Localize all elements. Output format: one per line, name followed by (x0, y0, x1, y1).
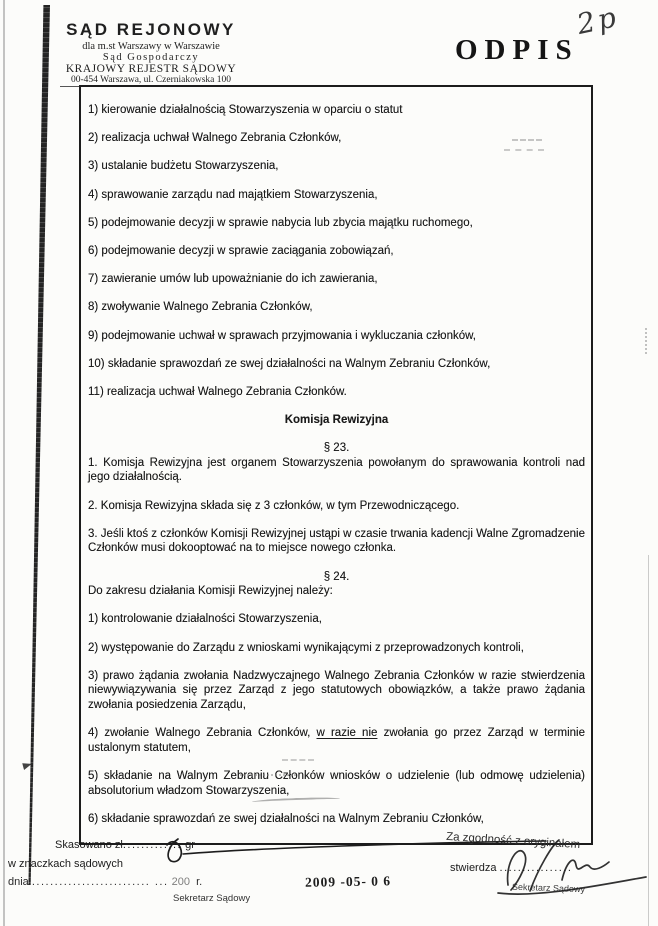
zarzad-item-11: 11) realizacja uchwał Walnego Zebrania Członków. (88, 385, 347, 398)
date-line (8, 876, 202, 888)
fee-amount-dotted-field: ............. (122, 839, 183, 851)
komisja-item-4-underlined: w razie nie (316, 727, 378, 740)
handwritten-signature (478, 833, 653, 899)
komisja-item-4-pre: 4) zwołanie Walnego Zebrania Członków, (88, 727, 311, 740)
pencil-smudge (512, 139, 542, 141)
pencil-smudge (504, 149, 544, 151)
paragraph-24-title: § 24. (323, 570, 350, 583)
paragraph-23-point-1: 1. Komisja Rewizyjna jest organem Stowarzyszenia powołanym do sprawowania kontroli nad jego działalnością. (88, 456, 585, 484)
zarzad-item-6: 6) podejmowanie decyzji w sprawie zaciągania zobowiązań, (88, 244, 394, 257)
pencil-smudge (282, 759, 314, 761)
court-name: SĄD REJONOWY (66, 20, 236, 39)
stwierdza-label: stwierdza (450, 862, 497, 874)
court-subtitle: dla m.st Warszawy w Warszawie (82, 41, 220, 52)
zarzad-item-9: 9) podejmowanie uchwał w sprawach przyjmowania i wykluczania członków, (88, 329, 476, 342)
komisja-item-3: 3) prawo żądania zwołania Nadzwyczajnego Walnego Zebrania Członków w razie stwierdzenia niewywiązywania się przez Zarząd z jego statutowych obowiązków, a także prawo żądania zwołania posiedzenia Zarządu, (88, 669, 585, 711)
binding-shadow-streak (28, 5, 50, 885)
scan-edge-left (3, 0, 5, 926)
zarzad-item-8: 8) zwoływanie Walnego Zebrania Członków, (88, 301, 313, 314)
komisja-item-5: 5) składanie na Walnym Zebraniu Członków wniosków o udzielenie (lub odmowę udzielenia) absolutorium władzom Stowarzyszenia, (88, 769, 585, 797)
year-prefill: 200 (171, 876, 190, 888)
komisja-item-4-post: zwołania go przez Zarząd w terminie ustalonym statutem, (88, 727, 585, 754)
dnia-label: dnia (8, 876, 29, 888)
paragraph-23-title: § 23. (323, 442, 350, 455)
komisja-item-4 (88, 726, 585, 755)
pencil-dotted-mark (240, 774, 296, 776)
year-suffix: r. (196, 876, 203, 888)
zarzad-item-2: 2) realizacja uchwał Walnego Zebrania Członków, (88, 132, 342, 145)
court-stamps-label: w znaczkach sądowych (8, 858, 123, 870)
zarzad-item-1: 1) kierowanie działalnością Stowarzyszenia w oparciu o statut (88, 104, 403, 116)
scan-dotted-artifact (645, 328, 647, 354)
date-stamp: 2009 -05- 0 6 (304, 873, 392, 890)
komisja-item-2: 2) występowanie do Zarządu z wnioskami wynikającymi z przeprowadzonych kontroli, (88, 641, 524, 654)
signature-dotted-field: ................ (499, 862, 573, 874)
court-division: Sąd Gospodarczy (102, 52, 200, 63)
paragraph-24-intro: Do zakresu działania Komisji Rewizyjnej należy: (88, 585, 333, 598)
court-header-stamp (60, 20, 242, 87)
zarzad-item-7: 7) zawieranie umów lub upoważnianie do ich zawierania, (88, 273, 378, 286)
court-secretary-label-left: Sekretarz Sądowy (173, 893, 251, 904)
zarzad-item-3: 3) ustalanie budżetu Stowarzyszenia, (88, 160, 279, 173)
document-frame (79, 85, 593, 845)
zarzad-item-5: 5) podejmowanie decyzji w sprawie nabycia lub zbycia majątku ruchomego, (88, 216, 473, 229)
court-secretary-label-right: Sekretarz Sądowy (511, 881, 586, 895)
registry-name: KRAJOWY REJESTR SĄDOWY (65, 63, 237, 75)
zarzad-item-4: 4) sprawowanie zarządu nad majątkiem Stowarzyszenia, (88, 188, 378, 201)
komisja-item-6: 6) składanie sprawozdań ze swej działalności na Walnym Zebraniu Członków, (88, 812, 484, 825)
fee-cancelled-label: Skasowano zł (55, 839, 123, 851)
date-dotted-field: .......................... ... (31, 876, 169, 888)
odpis-title: ODPIS (455, 34, 579, 66)
section-heading-komisja-rewizyjna: Komisja Rewizyjna (284, 414, 389, 427)
zarzad-item-10: 10) składanie sprawozdań ze swej działalności na Walnym Zebraniu Członków, (88, 357, 491, 370)
grosz-label: gr (185, 839, 195, 851)
certified-true-copy-label: Za zgodność z oryginałem (445, 830, 581, 852)
handwritten-page-note: 2p (574, 0, 622, 41)
paragraph-23-point-3: 3. Jeśli ktoś z członków Komisji Rewizyjnej ustąpi w czasie trwania kadencji Walne Zgromadzenie Członków musi dokooptować na to miejsce nowego członka. (88, 527, 585, 555)
court-address: 00-454 Warszawa, ul. Czerniakowska 100 (60, 75, 242, 87)
paragraph-23-point-2: 2. Komisja Rewizyjna składa się z 3 członków, w tym Przewodniczącego. (88, 499, 460, 512)
komisja-item-1: 1) kontrolowanie działalności Stowarzyszenia, (88, 613, 322, 626)
